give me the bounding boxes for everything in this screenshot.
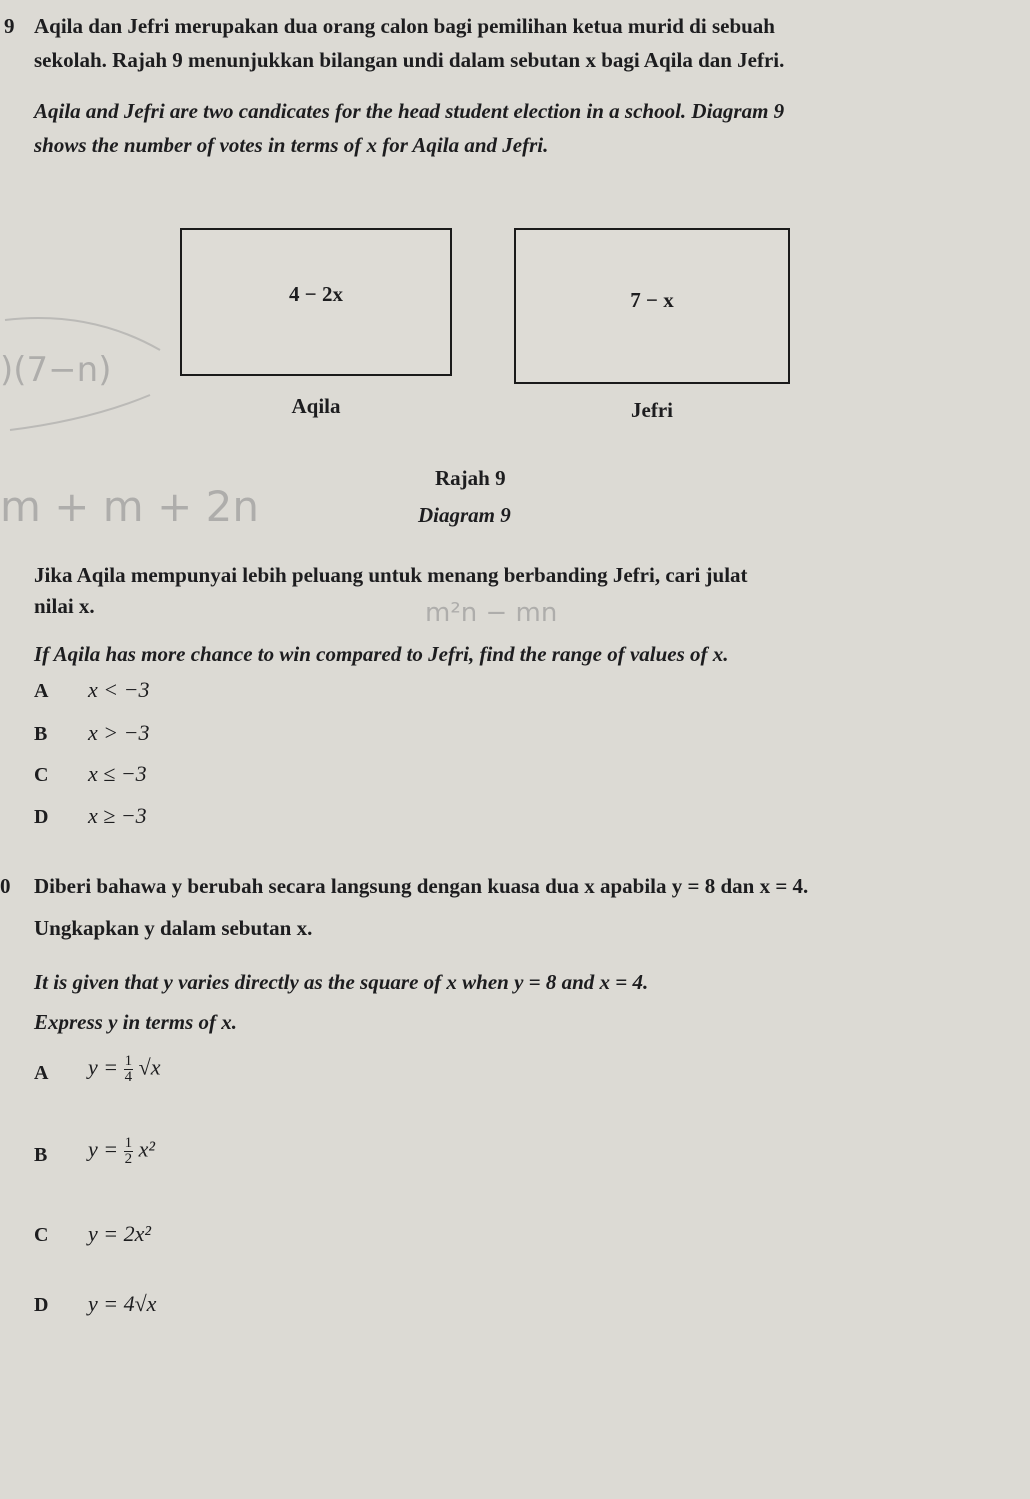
fraction <box>124 1054 134 1085</box>
option-letter: A <box>34 680 49 702</box>
q9-malay-question-line2: nilai x. <box>34 594 95 618</box>
fraction-denominator: 2 <box>124 1151 133 1167</box>
aqila-label: Aqila <box>291 394 341 418</box>
option-value: x < −3 <box>88 677 150 702</box>
option-value: y = 2x² <box>88 1221 151 1246</box>
option-rhs: x² <box>138 1136 155 1162</box>
option-value: x > −3 <box>88 720 150 745</box>
q10-malay-line1: Diberi bahawa y berubah secara langsung dengan kuasa dua x apabila y = 8 dan x = 4. <box>34 874 809 898</box>
jefri-label: Jefri <box>631 398 673 422</box>
option-letter: D <box>34 806 49 828</box>
question-number: 0 <box>0 874 11 898</box>
option-letter: B <box>34 1144 48 1166</box>
q10-english-line1: It is given that y varies directly as the square of x when y = 8 and x = 4. <box>34 970 649 994</box>
option-rhs: √x <box>138 1054 161 1080</box>
option-value: x ≤ −3 <box>88 761 147 786</box>
pencil-scribble: )(7−n) <box>0 350 112 390</box>
aqila-box <box>180 228 452 376</box>
jefri-box <box>514 228 790 384</box>
option-value: x ≥ −3 <box>88 803 147 828</box>
q9-english-line2: shows the number of votes in terms of x for Aqila and Jefri. <box>34 133 549 157</box>
question-number: 9 <box>4 14 15 38</box>
diagram-caption-malay: Rajah 9 <box>435 466 506 490</box>
pencil-scribble: m²n − mn <box>425 598 558 628</box>
option-letter: D <box>34 1294 49 1316</box>
option-letter: C <box>34 764 49 786</box>
q10-malay-line2: Ungkapkan y dalam sebutan x. <box>34 916 313 940</box>
option-letter: B <box>34 723 48 745</box>
option-letter: C <box>34 1224 49 1246</box>
option-letter: A <box>34 1062 49 1084</box>
aqila-expression: 4 − 2x <box>289 282 343 306</box>
fraction-denominator: 4 <box>124 1069 133 1085</box>
q10-english-line2: Express y in terms of x. <box>34 1010 238 1034</box>
diagram-caption-english: Diagram 9 <box>418 503 511 527</box>
option-value <box>88 1136 155 1167</box>
fraction-numerator: 1 <box>124 1053 133 1069</box>
q9-malay-line1: Aqila dan Jefri merupakan dua orang calon bagi pemilihan ketua murid di sebuah <box>34 14 775 38</box>
pencil-scribble: m + m + 2n <box>0 482 259 531</box>
q9-english-line1: Aqila and Jefri are two candicates for the head student election in a school. Diagram 9 <box>34 99 785 123</box>
option-lhs: y = <box>88 1136 119 1162</box>
jefri-expression: 7 − x <box>630 288 674 312</box>
option-lhs: y = <box>88 1054 119 1080</box>
pencil-arc <box>0 300 190 440</box>
q9-malay-line2: sekolah. Rajah 9 menunjukkan bilangan undi dalam sebutan x bagi Aqila dan Jefri. <box>34 48 785 72</box>
option-value: y = 4√x <box>88 1291 157 1316</box>
q9-english-question: If Aqila has more chance to win compared to Jefri, find the range of values of x. <box>34 642 729 666</box>
option-value <box>88 1054 160 1085</box>
fraction-numerator: 1 <box>124 1135 133 1151</box>
fraction <box>124 1136 134 1167</box>
q9-malay-question-line1: Jika Aqila mempunyai lebih peluang untuk menang berbanding Jefri, cari julat <box>34 563 748 587</box>
